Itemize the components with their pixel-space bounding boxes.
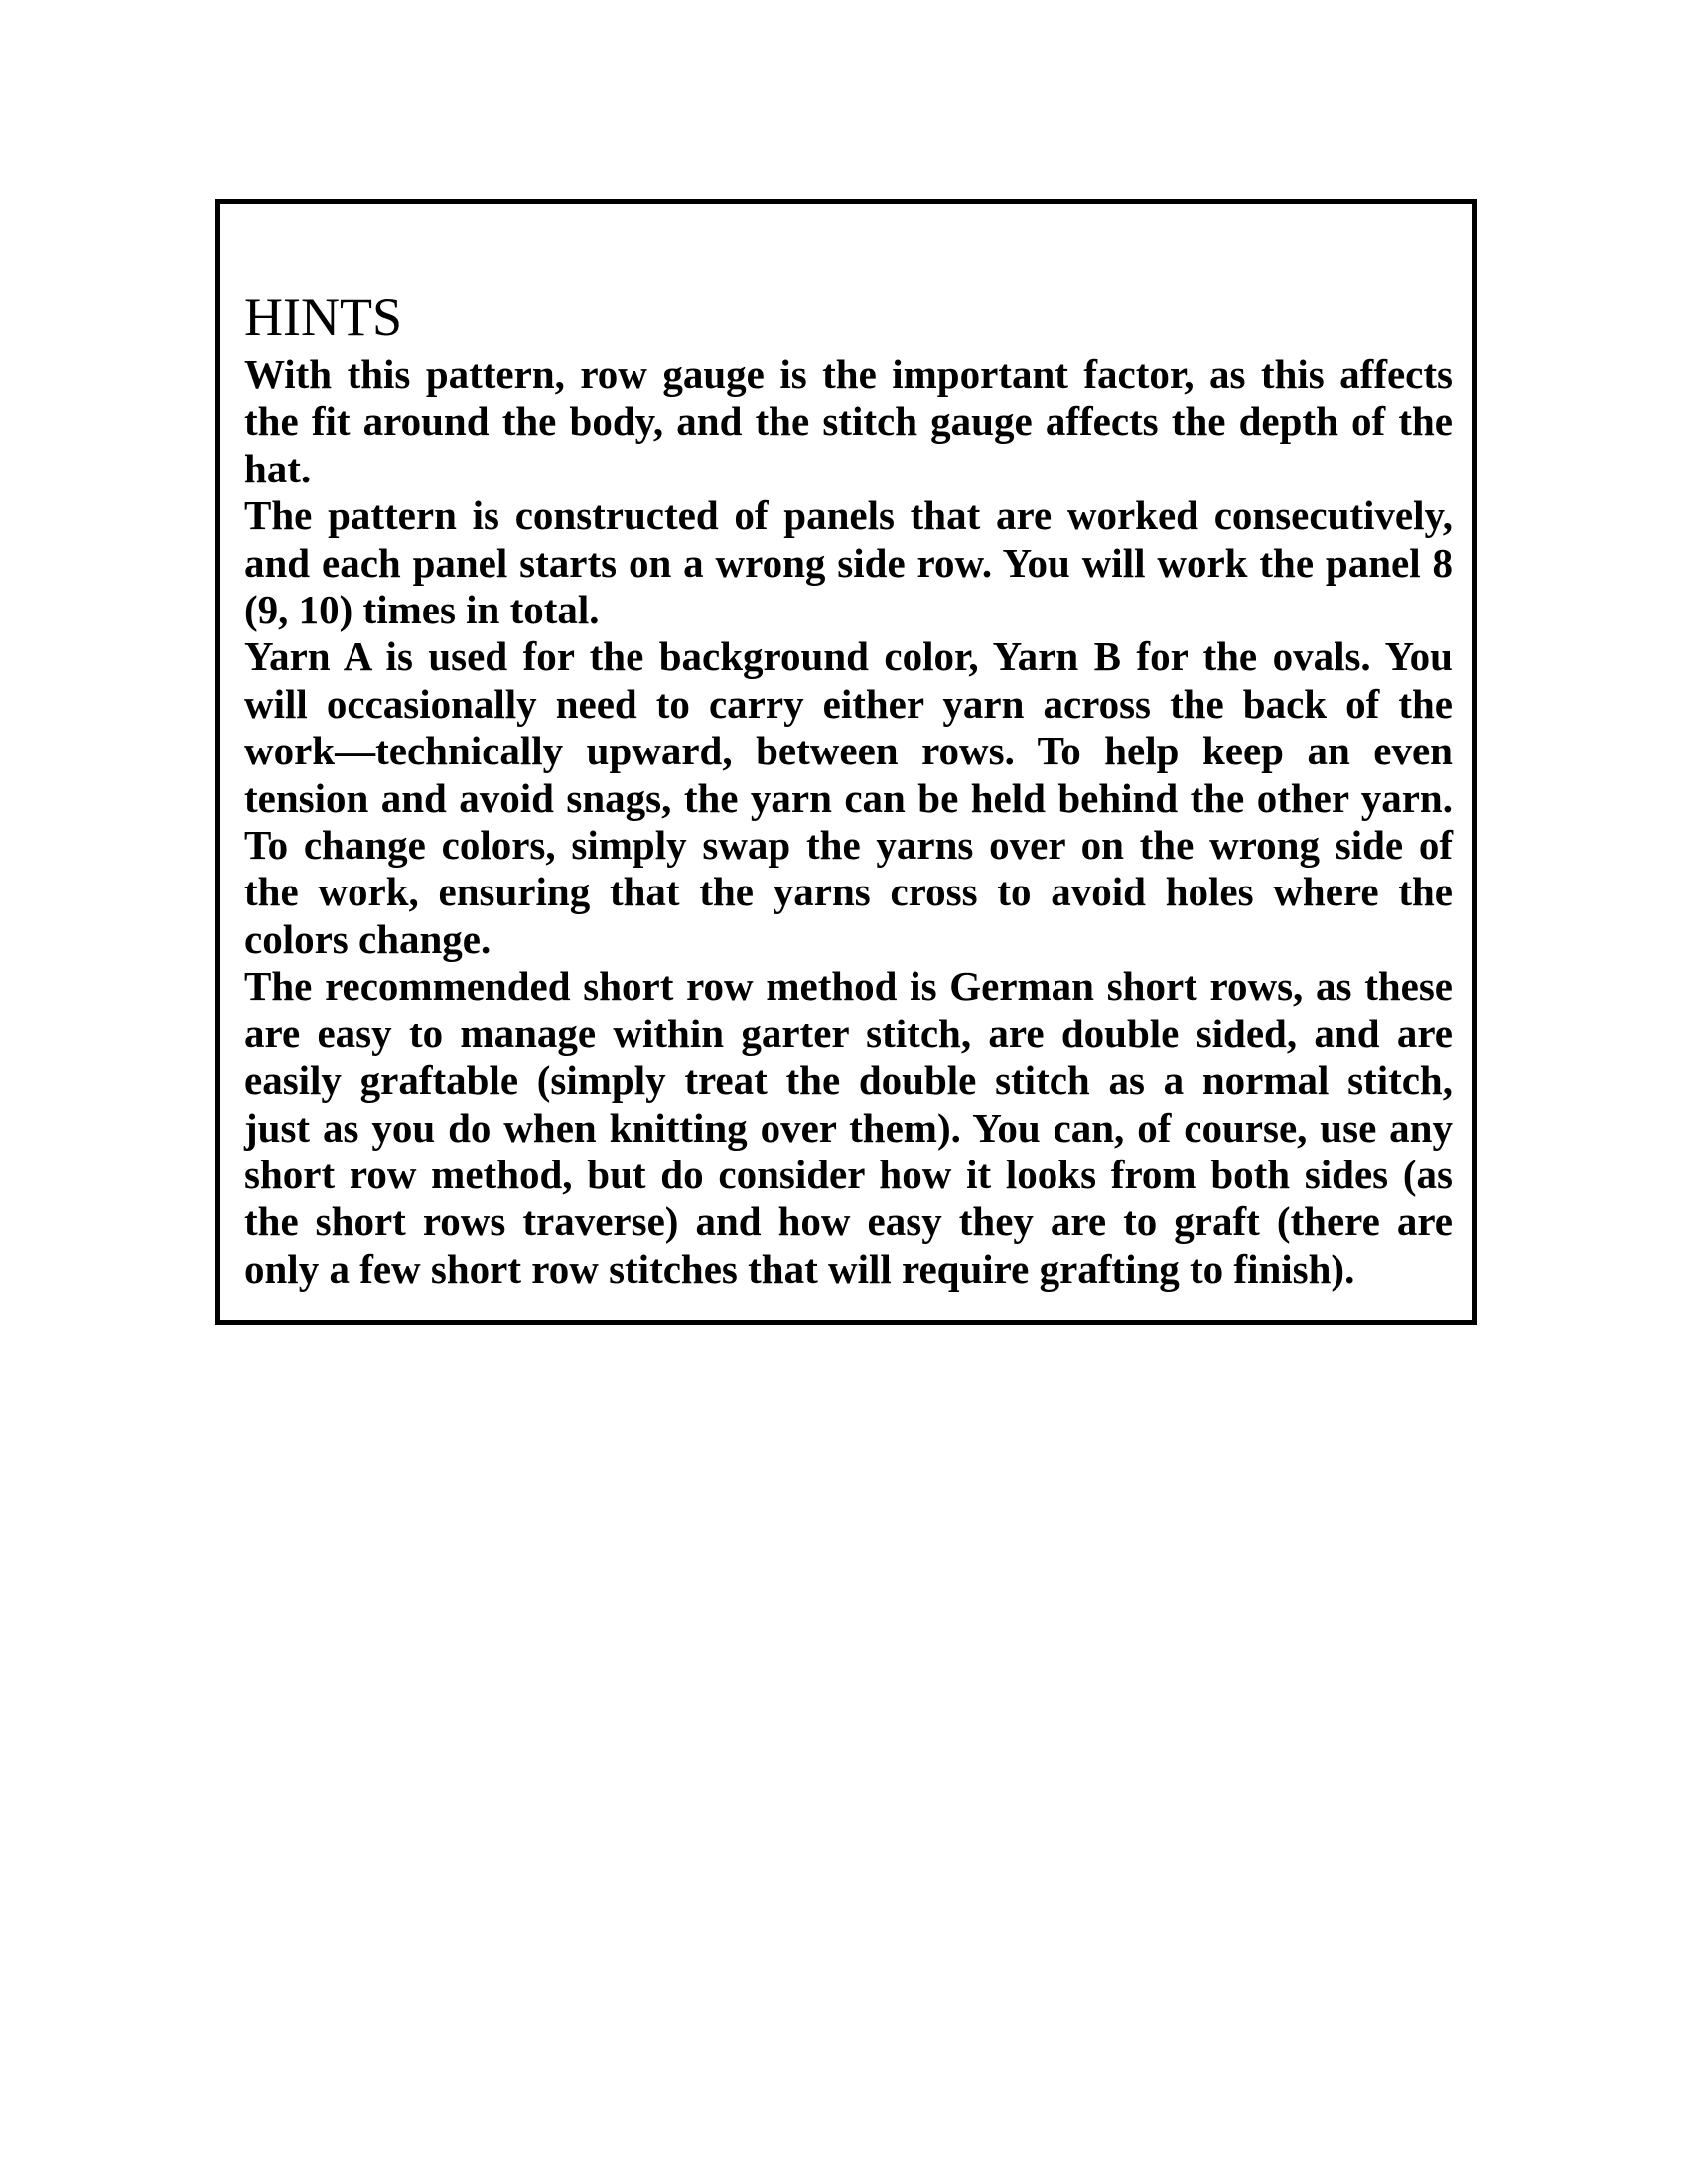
text-line: short row method, but do consider how it looks from both sides (as [244,1151,1453,1197]
text-line: The pattern is constructed of panels that are worked consecutively, [244,492,1453,539]
text-line: To change colors, simply swap the yarns over on the wrong side of [244,822,1453,869]
text-line: tension and avoid snags, the yarn can be held behind the other yarn. [244,774,1453,821]
text-line: easily graftable (simply treat the double stitch as a normal stitch, [244,1057,1453,1104]
paragraph-short-rows [244,963,1453,1293]
text-line: colors change. [244,915,492,962]
text-line: and each panel starts on a wrong side row. You will work the panel 8 [244,539,1453,586]
text-line: the work, ensuring that the yarns cross to avoid holes where the [244,869,1453,915]
paragraph-yarns [244,633,1453,963]
text-line: work—technically upward, between rows. To help keep an even [244,728,1453,774]
text-line: hat. [244,445,312,491]
paragraph-panels [244,492,1453,633]
text-line: only a few short row stitches that will require grafting to finish). [244,1245,1355,1292]
text-line: Yarn A is used for the background color, Yarn B for the ovals. You [244,633,1453,680]
text-line: the fit around the body, and the stitch gauge affects the depth of the [244,398,1453,445]
text-line: The recommended short row method is German short rows, as these [244,963,1453,1010]
hints-title: HINTS [244,287,402,346]
text-line: will occasionally need to carry either yarn across the back of the [244,680,1453,727]
paragraph-row-gauge [244,351,1453,492]
text-line: (9, 10) times in total. [244,587,600,633]
text-line: are easy to manage within garter stitch, are double sided, and are [244,1010,1453,1056]
hints-box [215,199,1477,1325]
text-line: With this pattern, row gauge is the important factor, as this affects [244,351,1453,397]
text-line: the short rows traverse) and how easy they are to graft (there are [244,1198,1453,1245]
text-line: just as you do when knitting over them). You can, of course, use any [244,1104,1453,1151]
